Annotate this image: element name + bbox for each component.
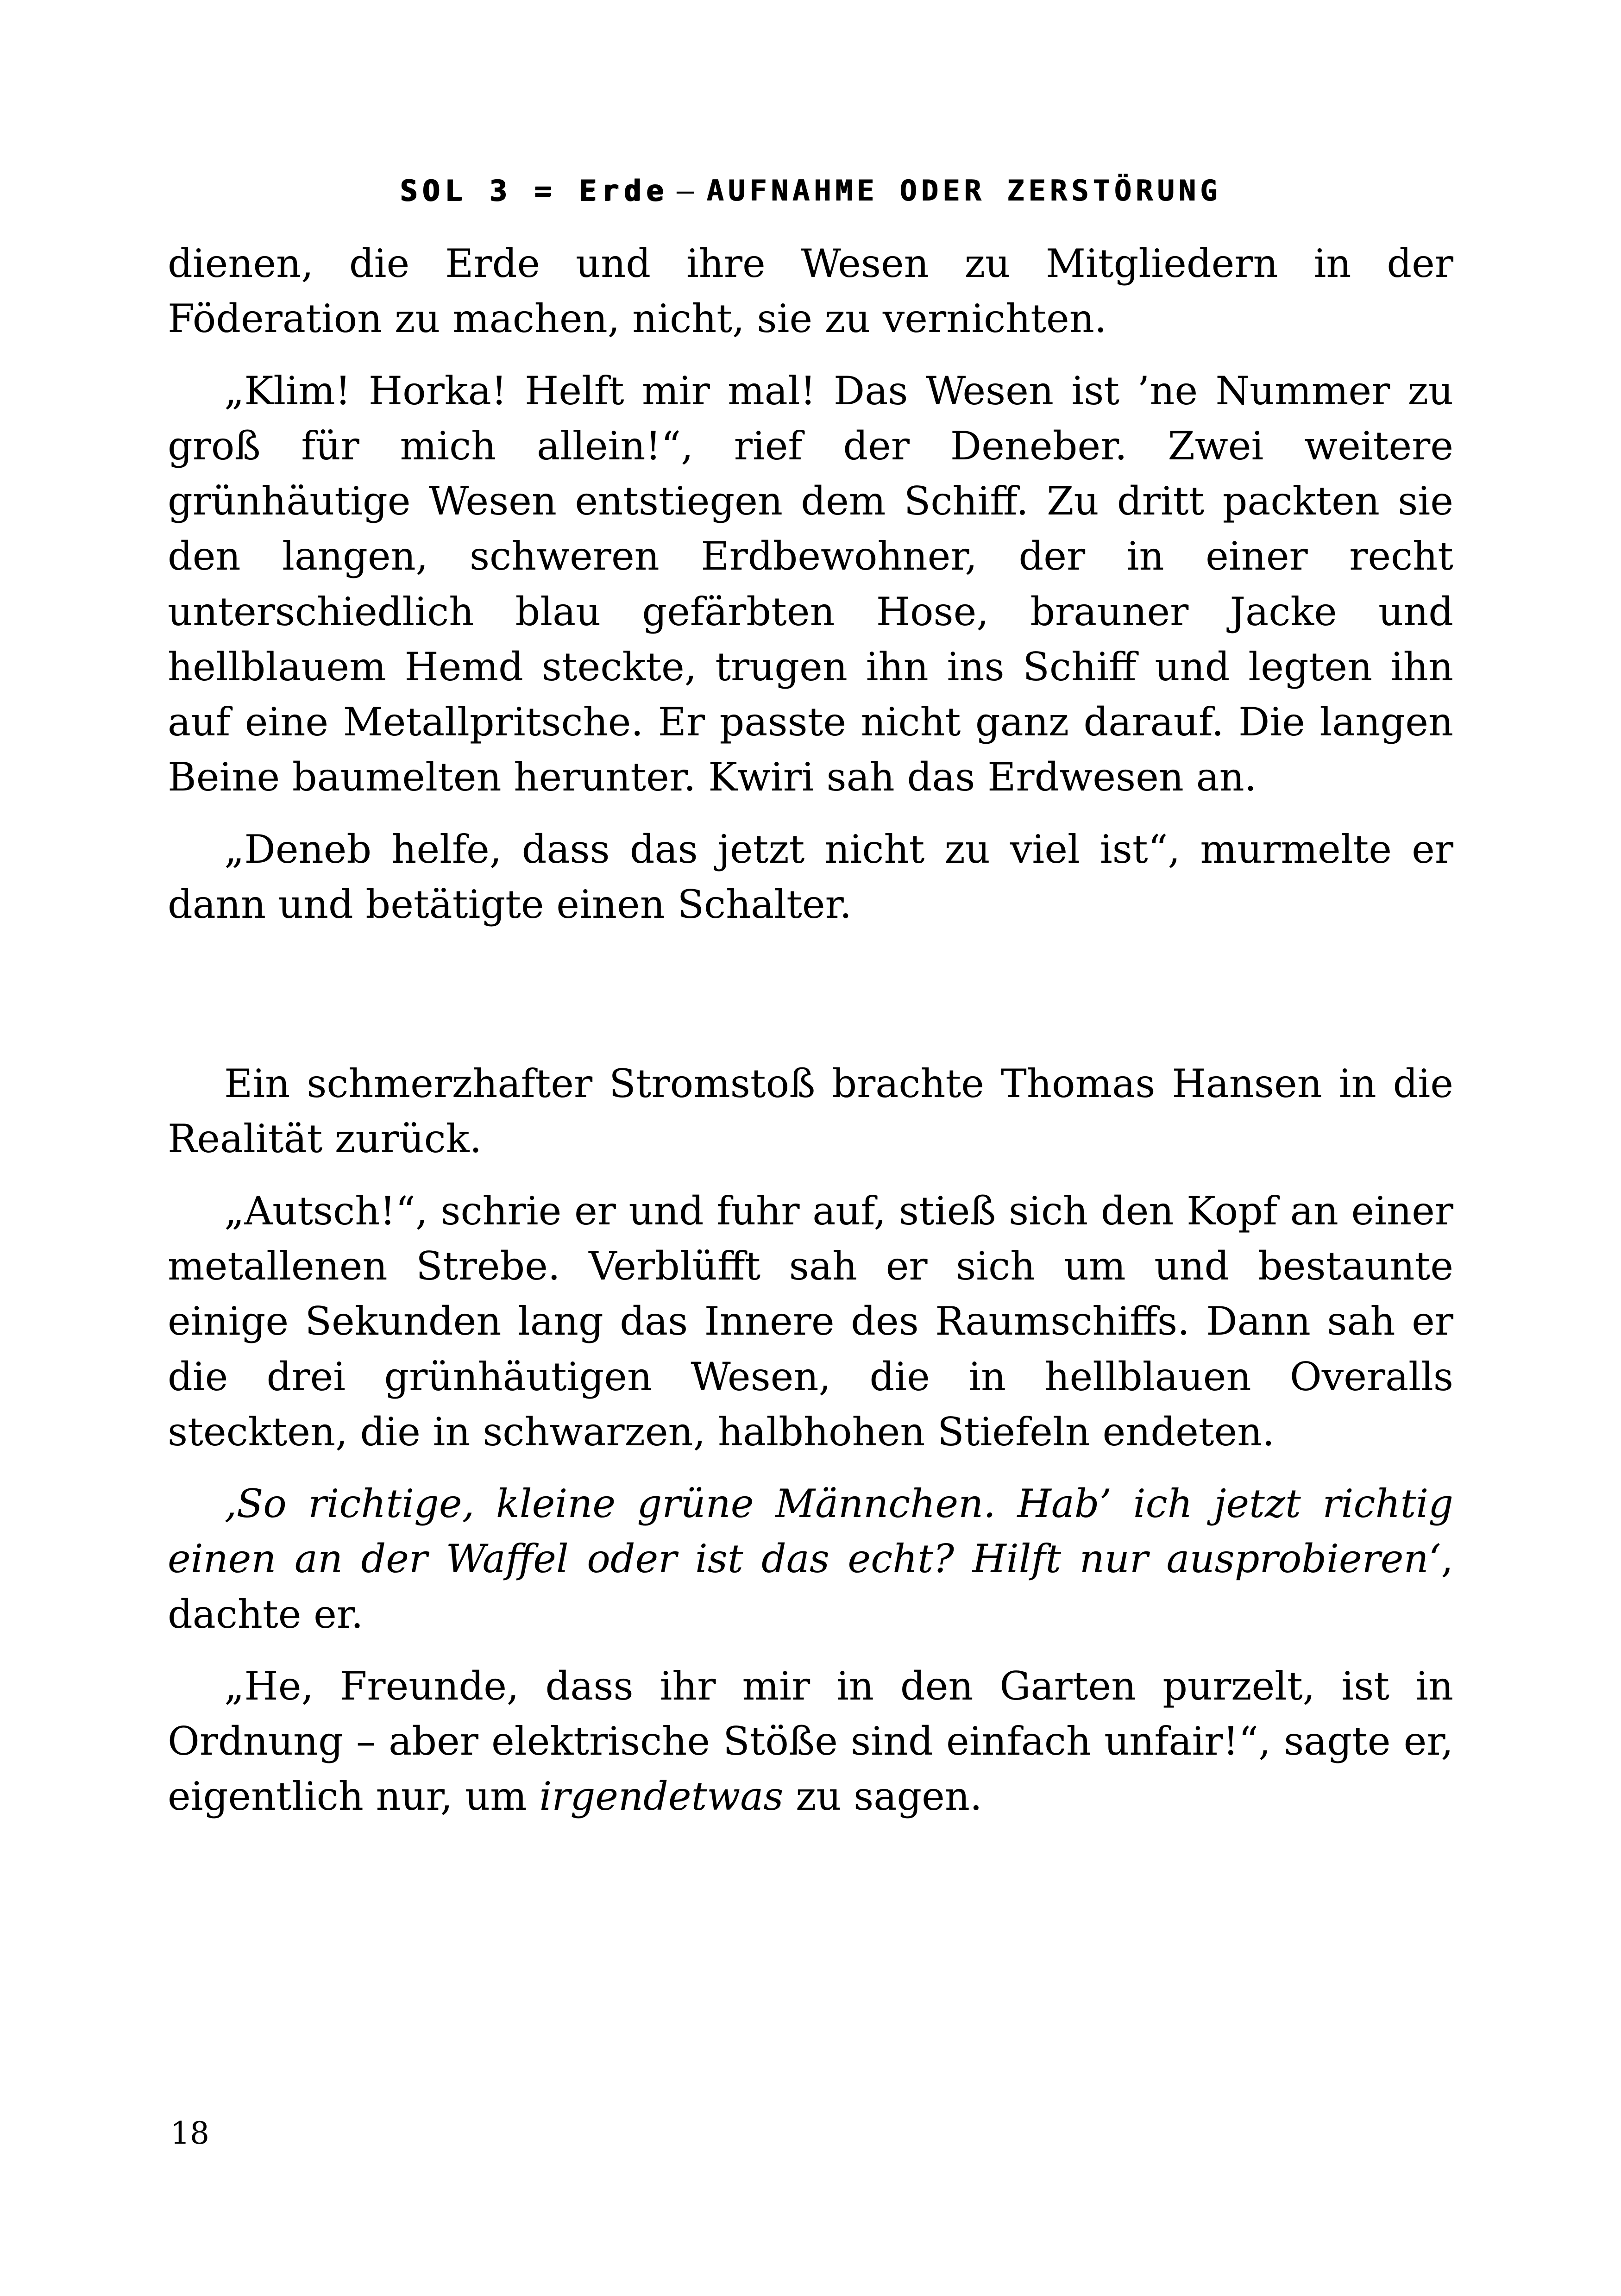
page-number: 18 <box>170 2115 209 2151</box>
paragraph-dialogue-he-freunde <box>168 1659 1453 1825</box>
paragraph-continuation <box>168 236 1453 347</box>
paragraph-scene-break-stromstoss <box>168 1056 1453 1167</box>
paragraph-text-italic: ‚So richtige, kleine grüne Männchen. Hab’ ich jetzt richtig einen an der Waffel oder ist das echt? Hilft nur ausprobieren‘ <box>168 1481 1453 1582</box>
page-body-text <box>168 236 1453 1825</box>
chapter-series-title: SOL 3 = Erde <box>399 174 668 207</box>
chapter-header <box>168 174 1453 207</box>
paragraph-dialogue-deneb <box>168 822 1453 933</box>
paragraph-text: „Klim! Horka! Helft mir mal! Das Wesen ist ’ne Nummer zu groß für mich allein!“, rief der Deneber. Zwei weitere grünhäutige Wesen entstiegen dem Schiff. Zu dritt packten sie den langen, schweren Erdbewohner, der in einer recht unterschiedlich blau gefärbten Hose, brauner Jacke und hellblauem Hemd steckte, trugen ihn ins Schiff und legten ihn auf eine Metallpritsche. Er passte nicht ganz darauf. Die langen Beine baumelten herunter. Kwiri sah das Erdwesen an. <box>168 368 1453 800</box>
paragraph-text: „Deneb helfe, dass das jetzt nicht zu viel ist“, murmelte er dann und betätigte einen Schalter. <box>168 826 1453 927</box>
paragraph-text-italic: irgendetwas <box>539 1774 784 1819</box>
header-separator-dash: – <box>676 174 698 207</box>
chapter-subtitle: AUFNAHME ODER ZERSTÖRUNG <box>706 174 1222 207</box>
paragraph-dialogue-klim <box>168 364 1453 805</box>
paragraph-text: Ein schmerzhafter Stromstoß brachte Thomas Hansen in die Realität zurück. <box>168 1061 1453 1162</box>
paragraph-inner-thought <box>168 1476 1453 1642</box>
paragraph-text: „Autsch!“, schrie er und fuhr auf, stieß sich den Kopf an einer metallenen Strebe. Verblüfft sah er sich um und bestaunte einige Sekunden lang das Innere des Raumschiffs. Dann sah er die drei grünhäutigen Wesen, die in hellblauen Overalls steckten, die in schwarzen, halbhohen Stiefeln endeten. <box>168 1188 1453 1455</box>
paragraph-text: „He, Freunde, dass ihr mir in den Garten purzelt, ist in Ordnung – aber elektrische Stöße sind einfach unfair!“, sagte er, eigentlich nur, um <box>168 1663 1453 1819</box>
paragraph-text: , dachte er. <box>168 1536 1453 1637</box>
paragraph-text: dienen, die Erde und ihre Wesen zu Mitgliedern in der Föderation zu machen, nicht, sie zu vernichten. <box>168 241 1453 342</box>
paragraph-text: zu sagen. <box>783 1774 982 1819</box>
paragraph-dialogue-autsch <box>168 1184 1453 1460</box>
